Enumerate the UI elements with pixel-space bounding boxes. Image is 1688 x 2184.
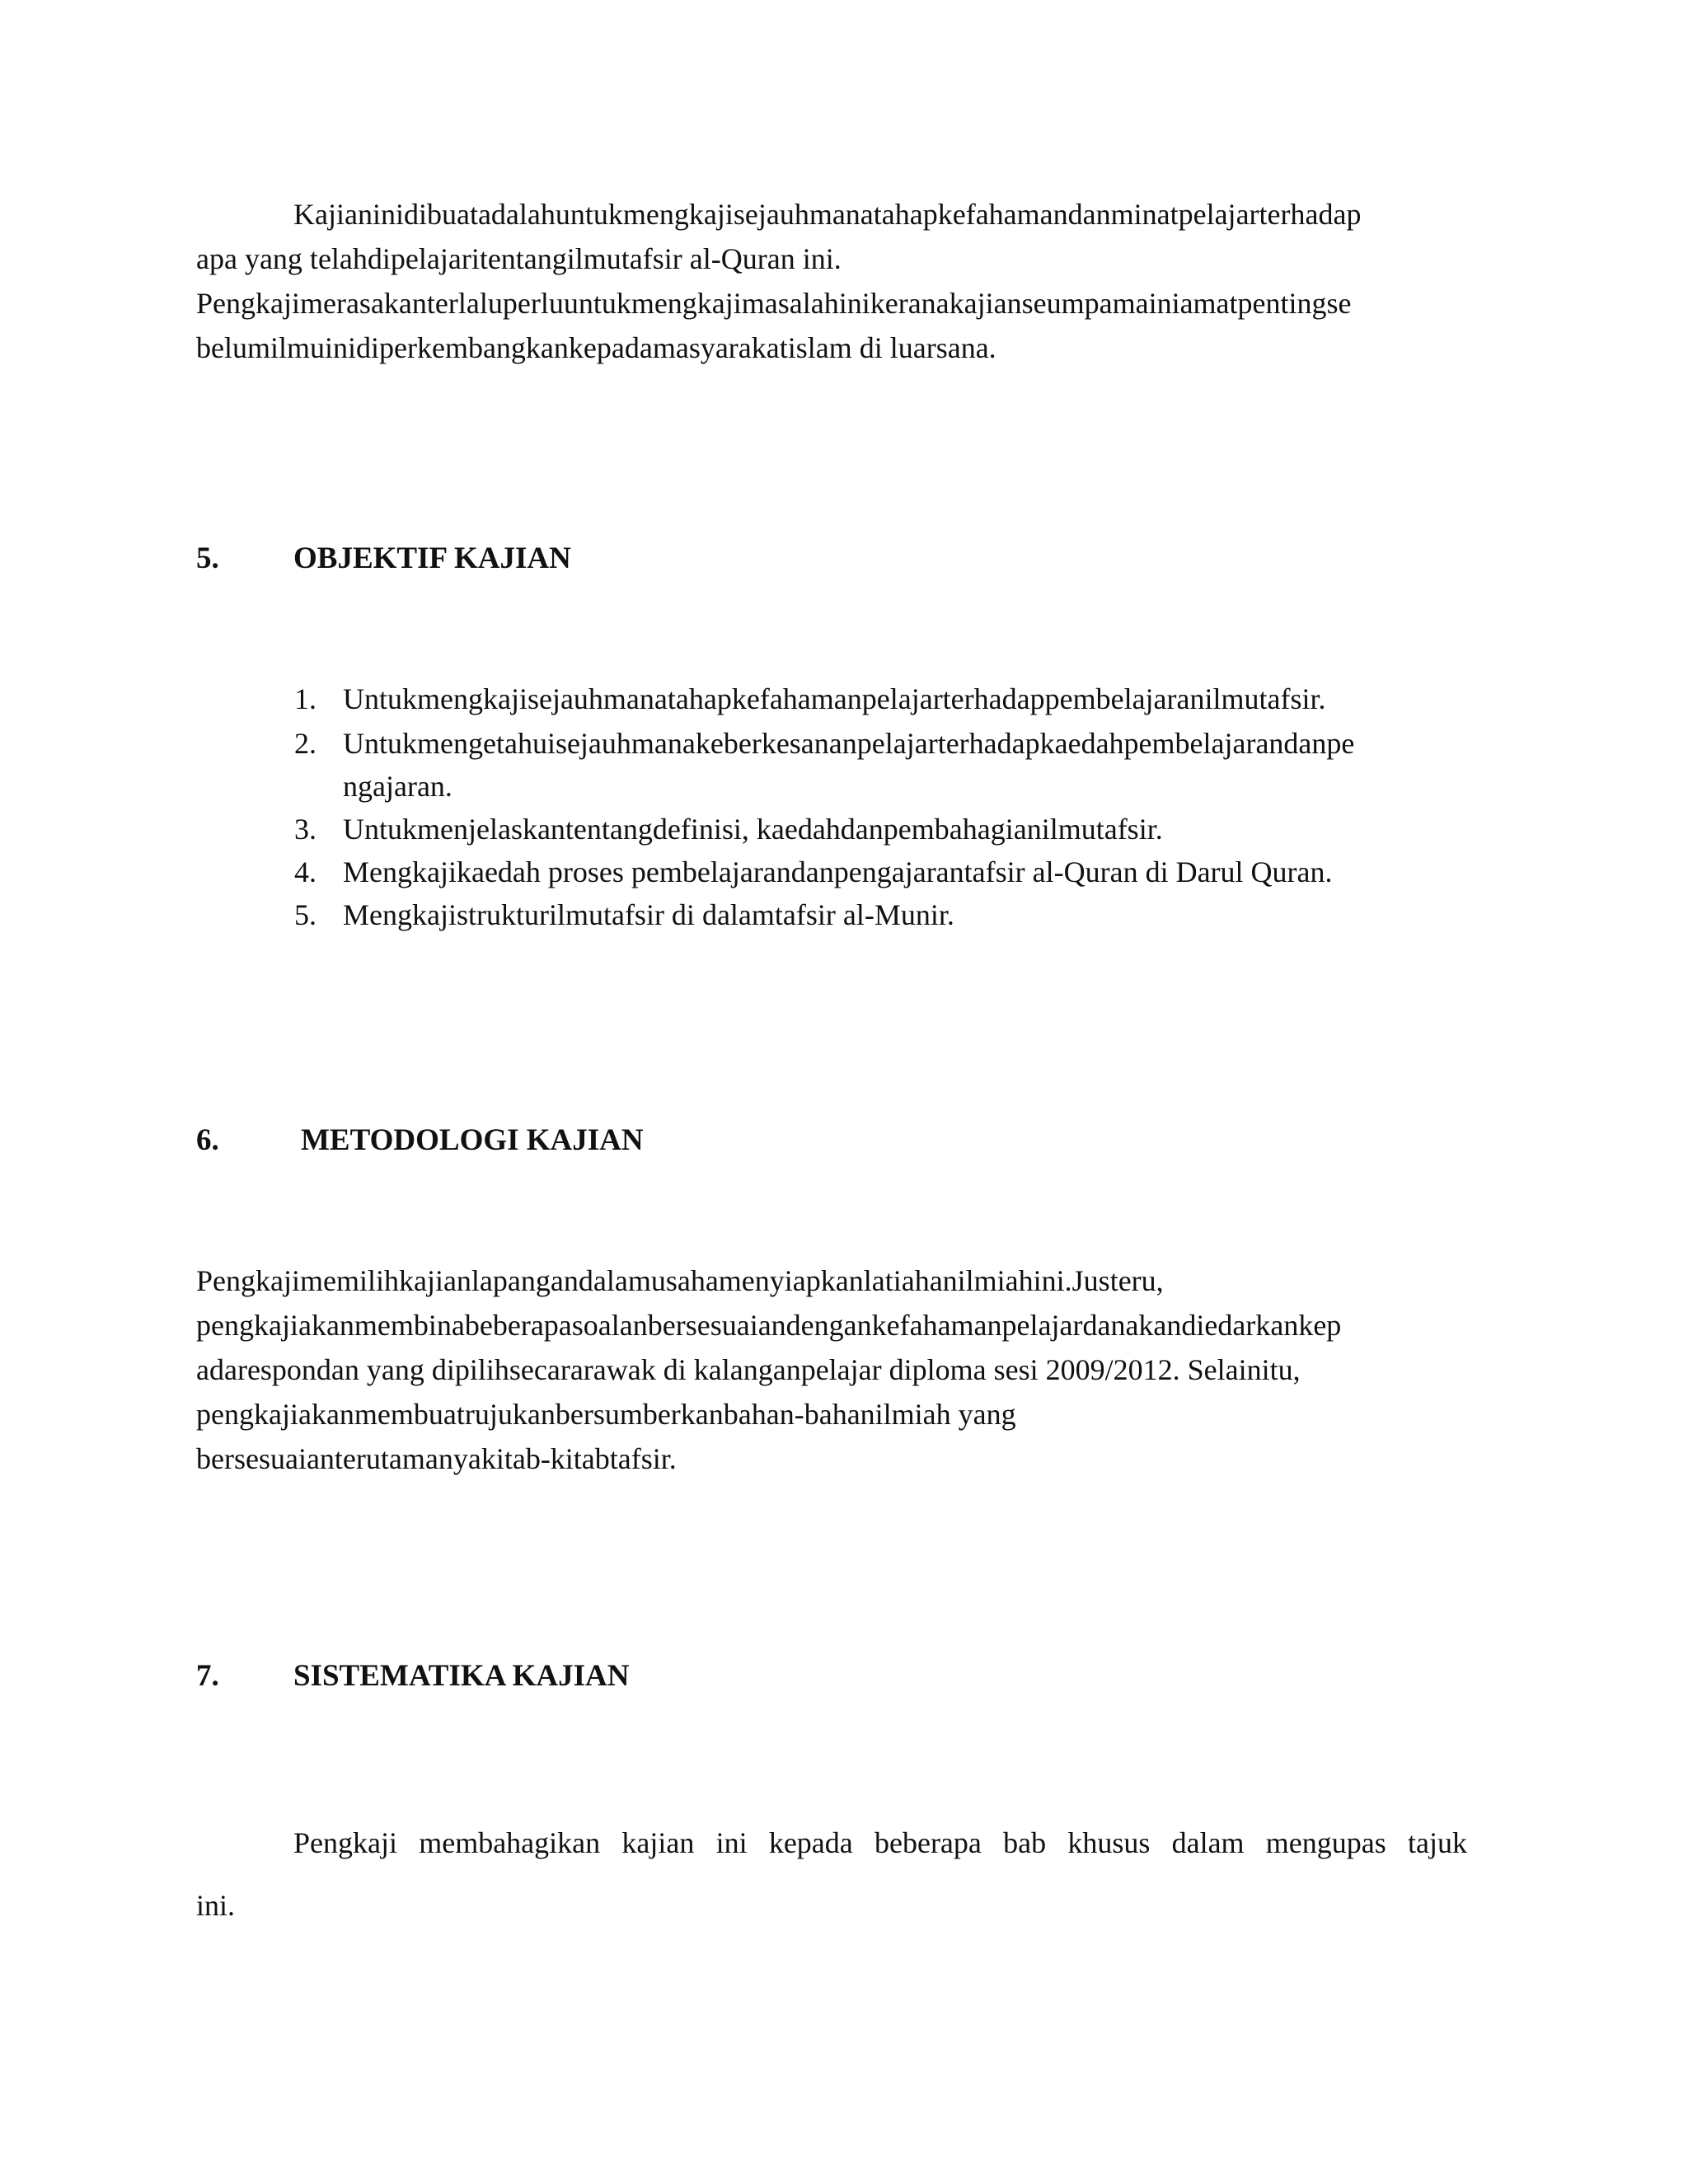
list-marker: 5. (294, 898, 316, 931)
intro-line-4: belumilmuinidiperkembangkankepadamasyarakatislam di luarsana. (196, 331, 996, 364)
methodology-line-2: pengkajiakanmembinabeberapasoalanbersesuaiandengankefahamanpelajardanakandiedarkankep (196, 1309, 1342, 1342)
systematics-line-2: ini. (196, 1889, 236, 1922)
section-5-title: OBJEKTIF KAJIAN (293, 541, 571, 575)
list-marker: 3. (294, 813, 316, 846)
list-item-text: Untukmenjelaskantentangdefinisi, kaedahdanpembahagianilmutafsir. (343, 813, 1163, 846)
methodology-line-3: adarespondan yang dipilihsecararawak di kalanganpelajar diploma sesi 2009/2012. Selainitu, (196, 1353, 1301, 1386)
methodology-line-1: Pengkajimemilihkajianlapangandalamusahamenyiapkanlatiahanilmiahini.Justeru, (196, 1264, 1164, 1297)
list-marker: 2. (294, 727, 316, 760)
intro-line-2: apa yang telahdipelajaritentangilmutafsir al-Quran ini. (196, 242, 842, 275)
intro-line-1: Kajianinidibuatadalahuntukmengkajisejauhmanatahapkefahamandanminatpelajarterhadap (293, 198, 1362, 231)
methodology-line-4: pengkajiakanmembuatrujukanbersumberkanbahan-bahanilmiah yang (196, 1398, 1016, 1431)
section-6-title: METODOLOGI KAJIAN (301, 1123, 644, 1157)
list-item-text: ngajaran. (343, 770, 452, 803)
list-marker: 4. (294, 855, 316, 888)
list-item-text: Mengkajikaedah proses pembelajarandanpengajarantafsir al-Quran di Darul Quran. (343, 855, 1333, 888)
section-7-number: 7. (196, 1659, 219, 1693)
section-5-number: 5. (196, 541, 219, 575)
section-6-number: 6. (196, 1123, 219, 1157)
list-item-text: Untukmengkajisejauhmanatahapkefahamanpelajarterhadappembelajaranilmutafsir. (343, 682, 1326, 715)
systematics-line-1: Pengkaji membahagikan kajian ini kepada beberapa bab khusus dalam mengupas tajuk (293, 1826, 1467, 1859)
methodology-line-5: bersesuaianterutamanyakitab-kitabtafsir. (196, 1442, 677, 1475)
list-item-text: Untukmengetahuisejauhmanakeberkesananpelajarterhadapkaedahpembelajarandanpe (343, 727, 1355, 760)
list-marker: 1. (294, 682, 316, 715)
section-7-title: SISTEMATIKA KAJIAN (293, 1659, 630, 1693)
intro-line-3: Pengkajimerasakanterlaluperluuntukmengkajimasalahinikeranakajianseumpamainiamatpentingse (196, 287, 1352, 320)
list-item-text: Mengkajistrukturilmutafsir di dalamtafsir al-Munir. (343, 898, 954, 931)
